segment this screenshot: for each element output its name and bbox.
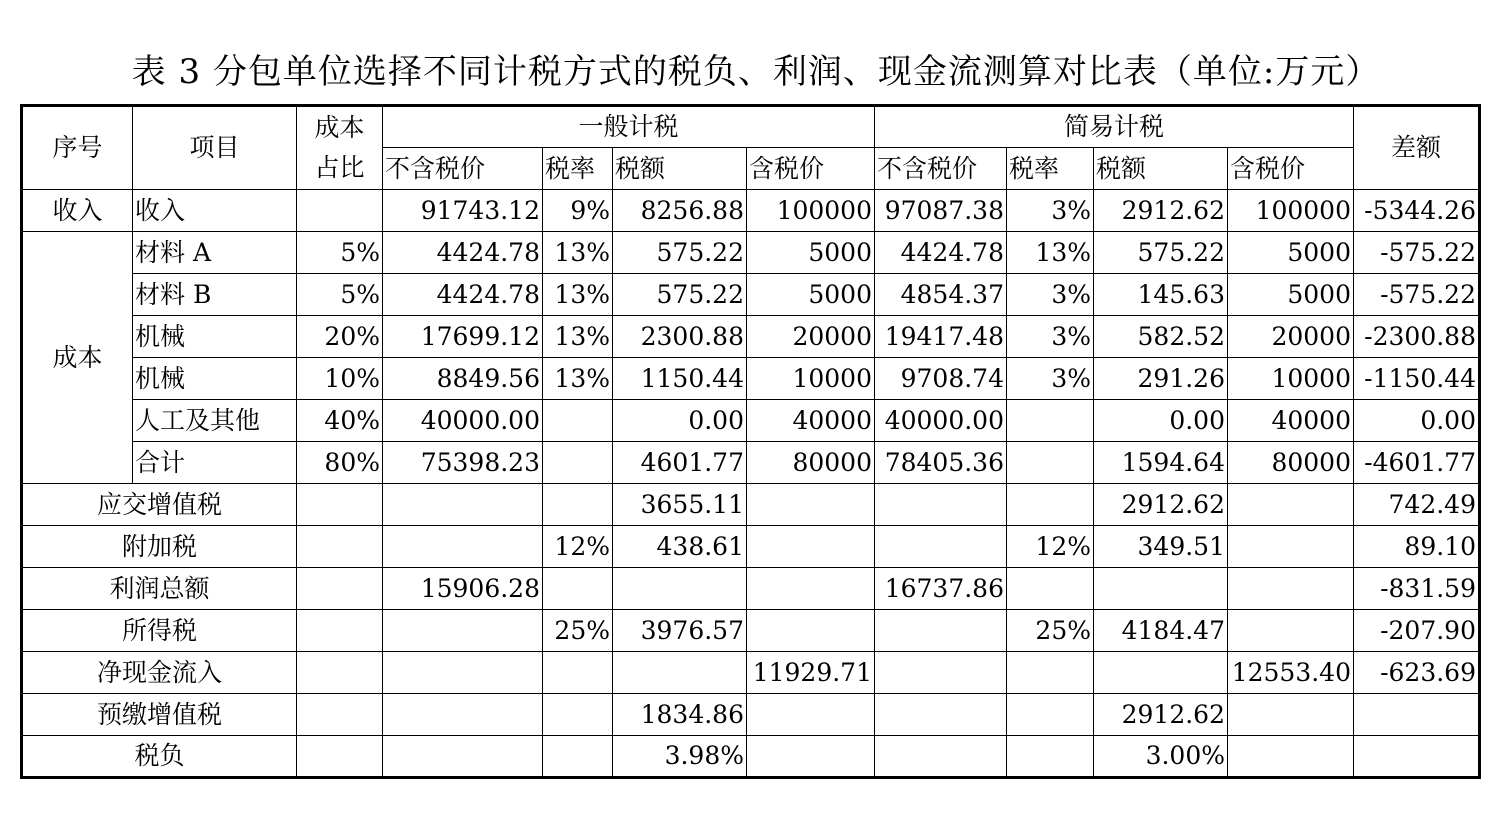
cell-ratio bbox=[297, 190, 383, 232]
table-title: 表 3 分包单位选择不同计税方式的税负、利润、现金流测算对比表（单位:万元） bbox=[131, 52, 1381, 92]
cell-diff: 0.00 bbox=[1354, 400, 1480, 442]
cell-g-ex bbox=[383, 736, 543, 778]
cell-g-tax: 3.98% bbox=[613, 736, 747, 778]
cell-g-tax: 2300.88 bbox=[613, 316, 747, 358]
cell-s-rate: 3% bbox=[1007, 316, 1094, 358]
cell-s-tax: 349.51 bbox=[1094, 526, 1228, 568]
row-label: 税负 bbox=[22, 736, 297, 778]
cell-g-inc: 5000 bbox=[747, 274, 875, 316]
cell-s-rate: 13% bbox=[1007, 232, 1094, 274]
cell-s-ex bbox=[875, 610, 1007, 652]
cell-s-rate bbox=[1007, 484, 1094, 526]
cell-s-tax: 2912.62 bbox=[1094, 484, 1228, 526]
cell-s-rate bbox=[1007, 652, 1094, 694]
header-s-tax: 税额 bbox=[1094, 148, 1228, 190]
cell-g-tax: 575.22 bbox=[613, 274, 747, 316]
row-group-cost: 成本 bbox=[22, 232, 133, 484]
cell-diff bbox=[1354, 694, 1480, 736]
cell-g-rate bbox=[543, 694, 613, 736]
header-g-rate: 税率 bbox=[543, 148, 613, 190]
cell-g-tax: 438.61 bbox=[613, 526, 747, 568]
cell-s-inc: 5000 bbox=[1228, 232, 1354, 274]
cell-s-rate: 25% bbox=[1007, 610, 1094, 652]
cell-g-ex bbox=[383, 526, 543, 568]
cell-s-inc bbox=[1228, 694, 1354, 736]
cell-s-inc: 12553.40 bbox=[1228, 652, 1354, 694]
cell-g-tax: 4601.77 bbox=[613, 442, 747, 484]
cell-g-inc bbox=[747, 694, 875, 736]
cell-s-ex bbox=[875, 526, 1007, 568]
table-row-summary bbox=[22, 736, 1480, 778]
cell-g-inc: 5000 bbox=[747, 232, 875, 274]
cell-ratio: 40% bbox=[297, 400, 383, 442]
cell-g-inc bbox=[747, 736, 875, 778]
cell-diff: -207.90 bbox=[1354, 610, 1480, 652]
cell-g-ex bbox=[383, 652, 543, 694]
cell-g-inc bbox=[747, 526, 875, 568]
cell-s-rate: 3% bbox=[1007, 274, 1094, 316]
cell-s-rate bbox=[1007, 568, 1094, 610]
cell-s-tax: 4184.47 bbox=[1094, 610, 1228, 652]
cell-s-ex bbox=[875, 484, 1007, 526]
cell-s-ex: 97087.38 bbox=[875, 190, 1007, 232]
cell-g-tax: 575.22 bbox=[613, 232, 747, 274]
header-cost-ratio-line1: 成本 bbox=[314, 113, 365, 142]
header-g-ex: 不含税价 bbox=[383, 148, 543, 190]
cell-g-rate: 13% bbox=[543, 232, 613, 274]
cell-g-rate: 9% bbox=[543, 190, 613, 232]
cell-g-rate: 13% bbox=[543, 274, 613, 316]
table-row-summary bbox=[22, 484, 1480, 526]
cell-s-inc bbox=[1228, 610, 1354, 652]
header-s-ex: 不含税价 bbox=[875, 148, 1007, 190]
cell-g-ex: 40000.00 bbox=[383, 400, 543, 442]
header-simple: 简易计税 bbox=[875, 106, 1354, 148]
cell-s-ex: 40000.00 bbox=[875, 400, 1007, 442]
cell-g-tax: 1150.44 bbox=[613, 358, 747, 400]
row-label: 预缴增值税 bbox=[22, 694, 297, 736]
cell-diff: 742.49 bbox=[1354, 484, 1480, 526]
cell-g-ex: 17699.12 bbox=[383, 316, 543, 358]
cell-g-ex: 15906.28 bbox=[383, 568, 543, 610]
cell-s-ex bbox=[875, 736, 1007, 778]
table-row-summary bbox=[22, 694, 1480, 736]
cell-diff: -623.69 bbox=[1354, 652, 1480, 694]
table-row-summary bbox=[22, 610, 1480, 652]
cell-g-tax: 3976.57 bbox=[613, 610, 747, 652]
row-label: 附加税 bbox=[22, 526, 297, 568]
row-seq: 收入 bbox=[22, 190, 133, 232]
header-seq: 序号 bbox=[22, 106, 133, 190]
cell-ratio bbox=[297, 736, 383, 778]
cell-ratio bbox=[297, 694, 383, 736]
cell-s-inc: 80000 bbox=[1228, 442, 1354, 484]
cell-s-inc: 100000 bbox=[1228, 190, 1354, 232]
header-general: 一般计税 bbox=[383, 106, 875, 148]
cell-ratio bbox=[297, 652, 383, 694]
table-row-summary bbox=[22, 652, 1480, 694]
cell-g-ex bbox=[383, 484, 543, 526]
row-item: 机械 bbox=[133, 316, 297, 358]
cell-ratio: 10% bbox=[297, 358, 383, 400]
cell-s-tax bbox=[1094, 568, 1228, 610]
cell-s-inc: 10000 bbox=[1228, 358, 1354, 400]
cell-s-rate bbox=[1007, 400, 1094, 442]
header-diff: 差额 bbox=[1354, 106, 1480, 190]
cell-s-rate bbox=[1007, 694, 1094, 736]
cell-s-ex bbox=[875, 694, 1007, 736]
row-item: 机械 bbox=[133, 358, 297, 400]
cell-s-rate: 3% bbox=[1007, 358, 1094, 400]
cell-ratio bbox=[297, 568, 383, 610]
cell-g-ex: 75398.23 bbox=[383, 442, 543, 484]
header-row-1 bbox=[22, 106, 1480, 148]
header-item: 项目 bbox=[133, 106, 297, 190]
cell-g-ex: 8849.56 bbox=[383, 358, 543, 400]
cell-s-tax: 2912.62 bbox=[1094, 190, 1228, 232]
header-cost-ratio bbox=[297, 106, 383, 190]
cell-s-inc: 5000 bbox=[1228, 274, 1354, 316]
comparison-table bbox=[20, 104, 1481, 779]
cell-g-ex bbox=[383, 694, 543, 736]
table-row-cost bbox=[22, 442, 1480, 484]
cell-s-inc: 20000 bbox=[1228, 316, 1354, 358]
cell-diff: -2300.88 bbox=[1354, 316, 1480, 358]
cell-s-inc bbox=[1228, 526, 1354, 568]
cell-ratio: 5% bbox=[297, 274, 383, 316]
cell-s-ex: 19417.48 bbox=[875, 316, 1007, 358]
table-row-cost bbox=[22, 316, 1480, 358]
cell-g-tax: 3655.11 bbox=[613, 484, 747, 526]
cell-g-ex: 4424.78 bbox=[383, 232, 543, 274]
cell-ratio bbox=[297, 610, 383, 652]
cell-g-inc: 10000 bbox=[747, 358, 875, 400]
table-body bbox=[22, 106, 1480, 778]
cell-s-tax: 3.00% bbox=[1094, 736, 1228, 778]
cell-s-tax: 145.63 bbox=[1094, 274, 1228, 316]
cell-ratio bbox=[297, 484, 383, 526]
row-item: 合计 bbox=[133, 442, 297, 484]
cell-diff: -575.22 bbox=[1354, 232, 1480, 274]
cell-g-rate: 13% bbox=[543, 358, 613, 400]
cell-g-rate: 13% bbox=[543, 316, 613, 358]
row-item: 材料 A bbox=[133, 232, 297, 274]
table-row-cost bbox=[22, 400, 1480, 442]
cell-s-rate: 12% bbox=[1007, 526, 1094, 568]
table-row-cost bbox=[22, 232, 1480, 274]
cell-ratio: 20% bbox=[297, 316, 383, 358]
cell-s-ex bbox=[875, 652, 1007, 694]
cell-g-rate bbox=[543, 568, 613, 610]
cell-g-rate bbox=[543, 652, 613, 694]
cell-g-inc: 11929.71 bbox=[747, 652, 875, 694]
cell-s-ex: 16737.86 bbox=[875, 568, 1007, 610]
cell-g-tax: 1834.86 bbox=[613, 694, 747, 736]
cell-diff: -831.59 bbox=[1354, 568, 1480, 610]
cell-ratio: 5% bbox=[297, 232, 383, 274]
cell-ratio bbox=[297, 526, 383, 568]
row-item: 收入 bbox=[133, 190, 297, 232]
cell-s-tax bbox=[1094, 652, 1228, 694]
cell-s-ex: 4424.78 bbox=[875, 232, 1007, 274]
row-label: 应交增值税 bbox=[22, 484, 297, 526]
cell-s-ex: 78405.36 bbox=[875, 442, 1007, 484]
cell-s-tax: 0.00 bbox=[1094, 400, 1228, 442]
cell-s-inc bbox=[1228, 484, 1354, 526]
cell-s-inc bbox=[1228, 568, 1354, 610]
row-label: 所得税 bbox=[22, 610, 297, 652]
cell-g-inc: 80000 bbox=[747, 442, 875, 484]
cell-s-ex: 9708.74 bbox=[875, 358, 1007, 400]
cell-g-rate: 12% bbox=[543, 526, 613, 568]
cell-g-rate bbox=[543, 400, 613, 442]
cell-s-rate bbox=[1007, 442, 1094, 484]
cell-g-rate bbox=[543, 736, 613, 778]
cell-g-rate: 25% bbox=[543, 610, 613, 652]
cell-g-inc: 20000 bbox=[747, 316, 875, 358]
cell-diff: -5344.26 bbox=[1354, 190, 1480, 232]
cell-diff: -4601.77 bbox=[1354, 442, 1480, 484]
cell-g-rate bbox=[543, 484, 613, 526]
cell-diff: 89.10 bbox=[1354, 526, 1480, 568]
cell-g-tax bbox=[613, 652, 747, 694]
cell-diff bbox=[1354, 736, 1480, 778]
cell-s-rate: 3% bbox=[1007, 190, 1094, 232]
row-label: 利润总额 bbox=[22, 568, 297, 610]
header-g-inc: 含税价 bbox=[747, 148, 875, 190]
table-row-income bbox=[22, 190, 1480, 232]
cell-g-ex bbox=[383, 610, 543, 652]
cell-s-tax: 575.22 bbox=[1094, 232, 1228, 274]
table-row-cost bbox=[22, 358, 1480, 400]
header-s-rate: 税率 bbox=[1007, 148, 1094, 190]
table-row-summary bbox=[22, 568, 1480, 610]
cell-diff: -575.22 bbox=[1354, 274, 1480, 316]
cell-g-tax: 0.00 bbox=[613, 400, 747, 442]
cell-s-tax: 582.52 bbox=[1094, 316, 1228, 358]
cell-g-inc bbox=[747, 568, 875, 610]
cell-ratio: 80% bbox=[297, 442, 383, 484]
header-g-tax: 税额 bbox=[613, 148, 747, 190]
header-cost-ratio-line2: 占比 bbox=[314, 153, 365, 182]
cell-s-tax: 1594.64 bbox=[1094, 442, 1228, 484]
cell-g-inc: 100000 bbox=[747, 190, 875, 232]
row-item: 材料 B bbox=[133, 274, 297, 316]
cell-g-tax: 8256.88 bbox=[613, 190, 747, 232]
header-s-inc: 含税价 bbox=[1228, 148, 1354, 190]
cell-diff: -1150.44 bbox=[1354, 358, 1480, 400]
cell-s-tax: 2912.62 bbox=[1094, 694, 1228, 736]
cell-s-ex: 4854.37 bbox=[875, 274, 1007, 316]
cell-g-rate bbox=[543, 442, 613, 484]
row-item: 人工及其他 bbox=[133, 400, 297, 442]
table-row-summary bbox=[22, 526, 1480, 568]
row-label: 净现金流入 bbox=[22, 652, 297, 694]
cell-g-inc bbox=[747, 610, 875, 652]
cell-s-inc: 40000 bbox=[1228, 400, 1354, 442]
table-row-cost bbox=[22, 274, 1480, 316]
cell-s-tax: 291.26 bbox=[1094, 358, 1228, 400]
cell-g-inc: 40000 bbox=[747, 400, 875, 442]
cell-g-ex: 91743.12 bbox=[383, 190, 543, 232]
cell-g-ex: 4424.78 bbox=[383, 274, 543, 316]
cell-g-inc bbox=[747, 484, 875, 526]
cell-s-inc bbox=[1228, 736, 1354, 778]
cell-s-rate bbox=[1007, 736, 1094, 778]
cell-g-tax bbox=[613, 568, 747, 610]
